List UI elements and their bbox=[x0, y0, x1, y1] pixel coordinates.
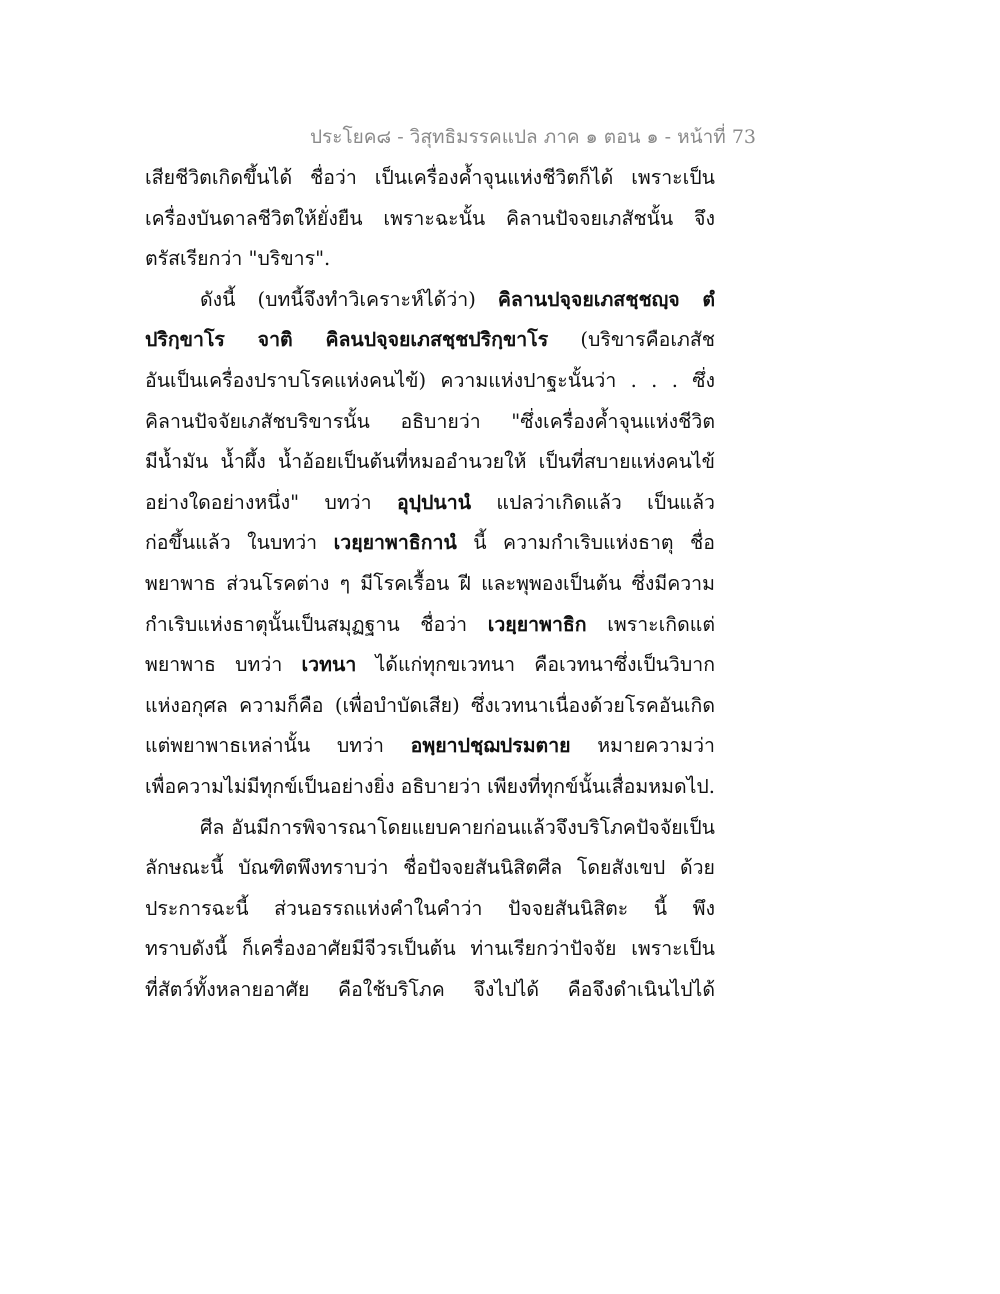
text-line bbox=[145, 402, 715, 443]
text-line bbox=[145, 848, 715, 889]
text-segment: พยาพาธ ส่วนโรคต่าง ๆ มีโรคเรื้อน ฝี และพุพองเป็นต้น ซึ่งมีความ bbox=[145, 571, 715, 595]
text-segment: เครื่องบันดาลชีวิตให้ยั่งยืน เพราะฉะนั้น คิลานปัจจยเภสัชนั้น จึง bbox=[145, 206, 715, 230]
text-line bbox=[145, 929, 715, 970]
text-line bbox=[145, 523, 715, 564]
text-line bbox=[145, 889, 715, 930]
text-segment: ศีล อันมีการพิจารณาโดยแยบคายก่อนแล้วจึงบริโภคปัจจัยเป็น bbox=[200, 815, 715, 839]
bold-term: เวทนา bbox=[301, 653, 357, 677]
text-line bbox=[145, 808, 715, 849]
text-segment: ตรัสเรียกว่า "บริขาร". bbox=[145, 247, 331, 271]
text-segment: แต่พยาพาธเหล่านั้น บทว่า bbox=[145, 734, 411, 758]
text-segment: ดังนี้ (บทนี้จึงทำวิเคราะห์ได้ว่า) bbox=[200, 287, 498, 311]
text-segment: พยาพาธ บทว่า bbox=[145, 653, 302, 677]
text-segment: นี้ ความกำเริบแห่งธาตุ ชื่อ bbox=[456, 531, 715, 555]
text-segment: (บริขารคือเภสัช bbox=[548, 328, 715, 352]
text-line bbox=[145, 320, 715, 361]
text-segment: กำเริบแห่งธาตุนั้นเป็นสมุฏฐาน ชื่อว่า bbox=[145, 612, 488, 636]
text-segment: เพื่อความไม่มีทุกข์เป็นอย่างยิ่ง อธิบายว่า เพียงที่ทุกข์นั้นเสื่อมหมดไป. bbox=[145, 774, 715, 798]
text-line bbox=[145, 280, 715, 321]
text-segment: ได้แก่ทุกขเวทนา คือเวทนาซึ่งเป็นวิบาก bbox=[356, 653, 715, 677]
text-segment: แห่งอกุศล ความก็คือ (เพื่อบำบัดเสีย) ซึ่งเวทนาเนื่องด้วยโรคอันเกิด bbox=[145, 693, 715, 717]
text-line bbox=[145, 158, 715, 199]
text-segment: ก่อขึ้นแล้ว ในบทว่า bbox=[145, 531, 334, 555]
text-segment: มีน้ำมัน น้ำผึ้ง น้ำอ้อยเป็นต้นที่หมออำนวยให้ เป็นที่สบายแห่งคนไข้ bbox=[145, 450, 715, 474]
body-text bbox=[145, 158, 715, 1010]
text-line bbox=[145, 239, 715, 280]
text-line bbox=[145, 361, 715, 402]
text-segment: หมายความว่า bbox=[570, 734, 715, 758]
bold-term: เวยฺยาพาธิกานํ bbox=[333, 531, 457, 555]
text-segment: อันเป็นเครื่องปราบโรคแห่งคนไข้) ความแห่งปาฐะนั้นว่า . . . ซึ่ง bbox=[145, 368, 715, 392]
text-segment: ที่สัตว์ทั้งหลายอาศัย คือใช้บริโภค จึงไปได้ คือจึงดำเนินไปได้ bbox=[145, 977, 715, 1001]
text-segment: คิลานปัจจัยเภสัชบริขารนั้น อธิบายว่า "ซึ่งเครื่องค้ำจุนแห่งชีวิต bbox=[145, 409, 715, 433]
bold-term: ปริกฺขาโร จาติ คิลนปจฺจยเภสชฺชปริกฺขาโร bbox=[145, 328, 549, 352]
text-line bbox=[145, 645, 715, 686]
text-segment: อย่างใดอย่างหนึ่ง" บทว่า bbox=[145, 490, 397, 514]
text-line bbox=[145, 564, 715, 605]
text-line bbox=[145, 199, 715, 240]
text-line bbox=[145, 605, 715, 646]
text-segment: เสียชีวิตเกิดขึ้นได้ ชื่อว่า เป็นเครื่องค้ำจุนแห่งชีวิตก็ได้ เพราะเป็น bbox=[145, 166, 715, 189]
text-line bbox=[145, 686, 715, 727]
text-line bbox=[145, 970, 715, 1011]
text-line bbox=[145, 726, 715, 767]
text-segment: ประการฉะนี้ ส่วนอรรถแห่งคำในคำว่า ปัจจยสันนิสิตะ นี้ พึง bbox=[145, 896, 715, 920]
text-segment: ลักษณะนี้ บัณฑิตพึงทราบว่า ชื่อปัจจยสันนิสิตศีล โดยสังเขป ด้วย bbox=[145, 856, 715, 880]
page-header: ประโยค๘ - วิสุทธิมรรคแปล ภาค ๑ ตอน ๑ - หน้าที่ 73 bbox=[310, 126, 756, 148]
text-segment: แปลว่าเกิดแล้ว เป็นแล้ว bbox=[471, 490, 715, 514]
text-line bbox=[145, 442, 715, 483]
text-line bbox=[145, 767, 715, 808]
bold-term: เวยฺยาพาธิก bbox=[487, 612, 587, 636]
bold-term: คิลานปจฺจยเภสชฺชญฺจ ตํ bbox=[497, 287, 715, 311]
text-segment: เพราะเกิดแต่ bbox=[586, 612, 715, 636]
bold-term: อพฺยาปชฺฌปรมตาย bbox=[410, 734, 571, 758]
text-segment: ทราบดังนี้ ก็เครื่องอาศัยมีจีวรเป็นต้น ท่านเรียกว่าปัจจัย เพราะเป็น bbox=[145, 937, 715, 961]
text-line bbox=[145, 483, 715, 524]
bold-term: อุปฺปนานํ bbox=[396, 490, 472, 514]
